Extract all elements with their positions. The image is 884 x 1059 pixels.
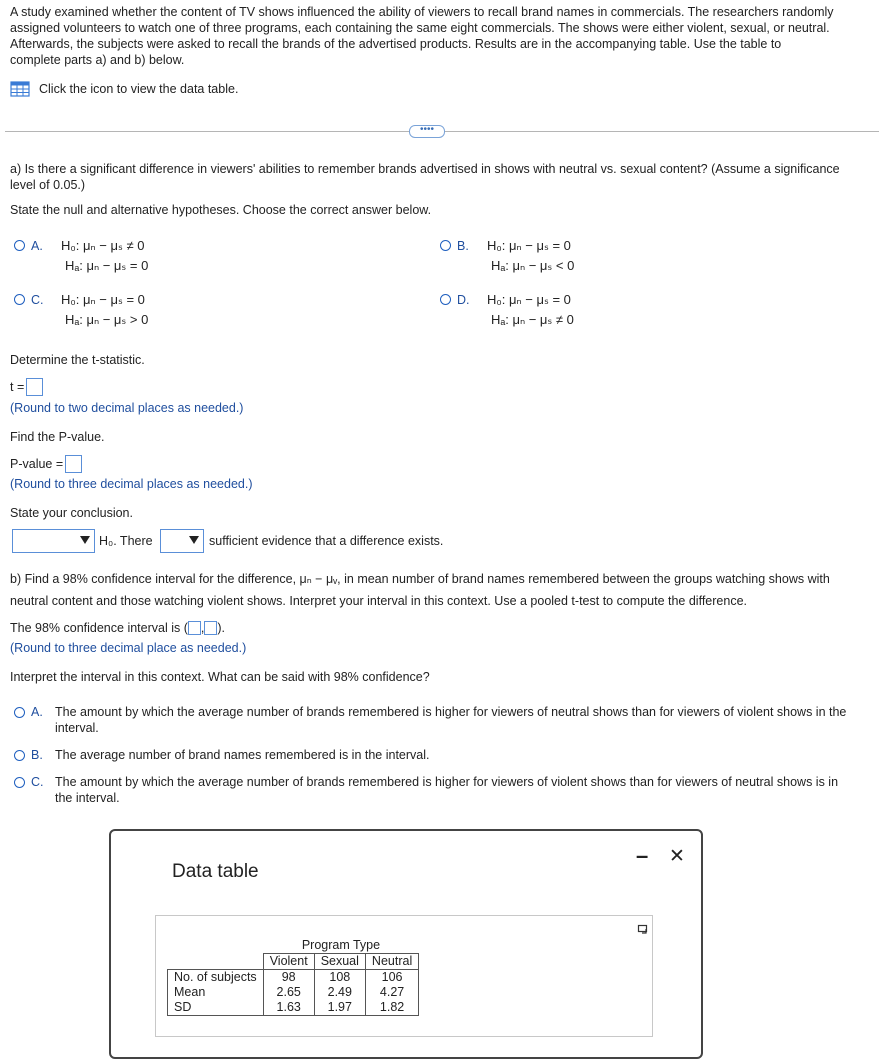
row-label: SD <box>168 1000 264 1016</box>
ci-row: The 98% confidence interval is ( , ). <box>10 621 225 635</box>
p-value-input[interactable] <box>65 455 82 473</box>
row-label: No. of subjects <box>168 970 264 986</box>
ci-label: The 98% confidence interval is ( <box>10 621 188 635</box>
alt-hypothesis: Hₐ: μₙ − μₛ < 0 <box>491 258 575 273</box>
p-value-label: P-value = <box>10 457 64 471</box>
p-value-round-note: (Round to three decimal places as needed.) <box>10 477 253 491</box>
hypothesis-option-c[interactable]: C. H₀: μₙ − μₛ = 0 Hₐ: μₙ − μₛ > 0 <box>14 290 148 330</box>
copy-icon[interactable] <box>637 923 649 935</box>
ci-round-note: (Round to three decimal place as needed.) <box>10 641 247 655</box>
data-table-link[interactable] <box>10 81 238 97</box>
hypothesis-option-d[interactable]: D. H₀: μₙ − μₛ = 0 Hₐ: μₙ − μₛ ≠ 0 <box>440 290 574 330</box>
t-stat-input[interactable] <box>26 378 43 396</box>
data-table <box>167 938 419 1016</box>
hypothesis-option-b[interactable]: B. H₀: μₙ − μₛ = 0 Hₐ: μₙ − μₛ < 0 <box>440 236 574 276</box>
radio-interpret-b[interactable] <box>14 750 25 761</box>
data-table-link-label[interactable]: Click the icon to view the data table. <box>39 82 239 96</box>
row-label: Mean <box>168 985 264 1000</box>
problem-intro: A study examined whether the content of TV shows influenced the ability of viewers to recall brand names in commercials. The researchers randomly assigned volunteers to watch one of three programs, each containing the same eight commercials. The shows were either violent, sexual, or neutral. Afterwards, the subjects were asked to recall the brands of the advertised products. Results are in the accompanying table. Use the table to complete parts a) and b) below. <box>10 5 834 67</box>
t-stat-label: t = <box>10 380 25 394</box>
chevron-down-icon <box>189 536 199 544</box>
p-value-prompt: Find the P-value. <box>10 430 105 444</box>
table-icon[interactable] <box>10 81 30 97</box>
table-row: SD 1.63 1.97 1.82 <box>168 1000 419 1016</box>
expand-more-button[interactable]: •••• <box>409 125 445 138</box>
ci-upper-input[interactable] <box>204 621 217 635</box>
alt-hypothesis: Hₐ: μₙ − μₛ = 0 <box>65 258 149 273</box>
h0-there-text: H₀. There <box>99 534 153 548</box>
radio-option-c[interactable] <box>14 294 25 305</box>
table-row: Mean 2.65 2.49 4.27 <box>168 985 419 1000</box>
minimize-button[interactable]: – <box>636 843 649 868</box>
alt-hypothesis: Hₐ: μₙ − μₛ > 0 <box>65 312 149 327</box>
data-table-modal <box>109 829 703 1059</box>
hypothesis-option-a[interactable]: A. H₀: μₙ − μₛ ≠ 0 Hₐ: μₙ − μₛ = 0 <box>14 236 148 276</box>
data-table-panel <box>155 915 653 1037</box>
radio-option-b[interactable] <box>440 240 451 251</box>
part-b-question: b) Find a 98% confidence interval for the difference, μₙ − μᵥ, in mean number of brand names remembered between the groups watching shows with neutral content and those watching violent shows. Interpret your interval in this context. Use a pooled t-test to compute the difference. <box>10 572 830 608</box>
conclusion-prompt: State your conclusion. <box>10 506 133 520</box>
column-header-violent: Violent <box>263 954 314 970</box>
evidence-dropdown[interactable] <box>160 529 204 553</box>
column-header-sexual: Sexual <box>314 954 365 970</box>
interpret-option-b[interactable]: B. The average number of brand names remembered is in the interval. <box>14 747 430 763</box>
ci-lower-input[interactable] <box>188 621 201 635</box>
radio-interpret-a[interactable] <box>14 707 25 718</box>
interpret-prompt: Interpret the interval in this context. What can be said with 98% confidence? <box>10 670 430 684</box>
chevron-down-icon <box>80 536 90 544</box>
sufficient-evidence-text: sufficient evidence that a difference exists. <box>209 534 444 548</box>
radio-option-a[interactable] <box>14 240 25 251</box>
null-hypothesis: H₀: μₙ − μₛ = 0 <box>61 292 145 307</box>
column-header-neutral: Neutral <box>365 954 418 970</box>
radio-interpret-c[interactable] <box>14 777 25 788</box>
t-stat-row <box>10 378 43 396</box>
close-button[interactable]: ✕ <box>669 846 685 867</box>
null-hypothesis: H₀: μₙ − μₛ = 0 <box>487 238 571 253</box>
p-value-row <box>10 455 82 473</box>
null-hypothesis: H₀: μₙ − μₛ = 0 <box>487 292 571 307</box>
hypothesis-prompt: State the null and alternative hypotheses. Choose the correct answer below. <box>10 203 432 217</box>
null-hypothesis: H₀: μₙ − μₛ ≠ 0 <box>61 238 145 253</box>
radio-option-d[interactable] <box>440 294 451 305</box>
modal-title: Data table <box>172 861 259 882</box>
alt-hypothesis: Hₐ: μₙ − μₛ ≠ 0 <box>491 312 574 327</box>
interpret-option-a[interactable]: A. The amount by which the average number of brands remembered is higher for viewers of neutral shows than for viewers of violent shows in the interval. <box>14 704 874 736</box>
group-header: Program Type <box>301 938 381 952</box>
t-stat-prompt: Determine the t-statistic. <box>10 353 145 367</box>
part-a-question: a) Is there a significant difference in viewers' abilities to remember brands advertised in shows with neutral vs. sexual content? (Assume a significance level of 0.05.) <box>10 162 840 192</box>
reject-decision-dropdown[interactable] <box>12 529 95 553</box>
interpret-option-c[interactable]: C. The amount by which the average number of brands remembered is higher for viewers of violent shows than for viewers of neutral shows is in the interval. <box>14 774 874 806</box>
t-stat-round-note: (Round to two decimal places as needed.) <box>10 401 244 415</box>
table-row: No. of subjects 98 108 106 <box>168 970 419 986</box>
